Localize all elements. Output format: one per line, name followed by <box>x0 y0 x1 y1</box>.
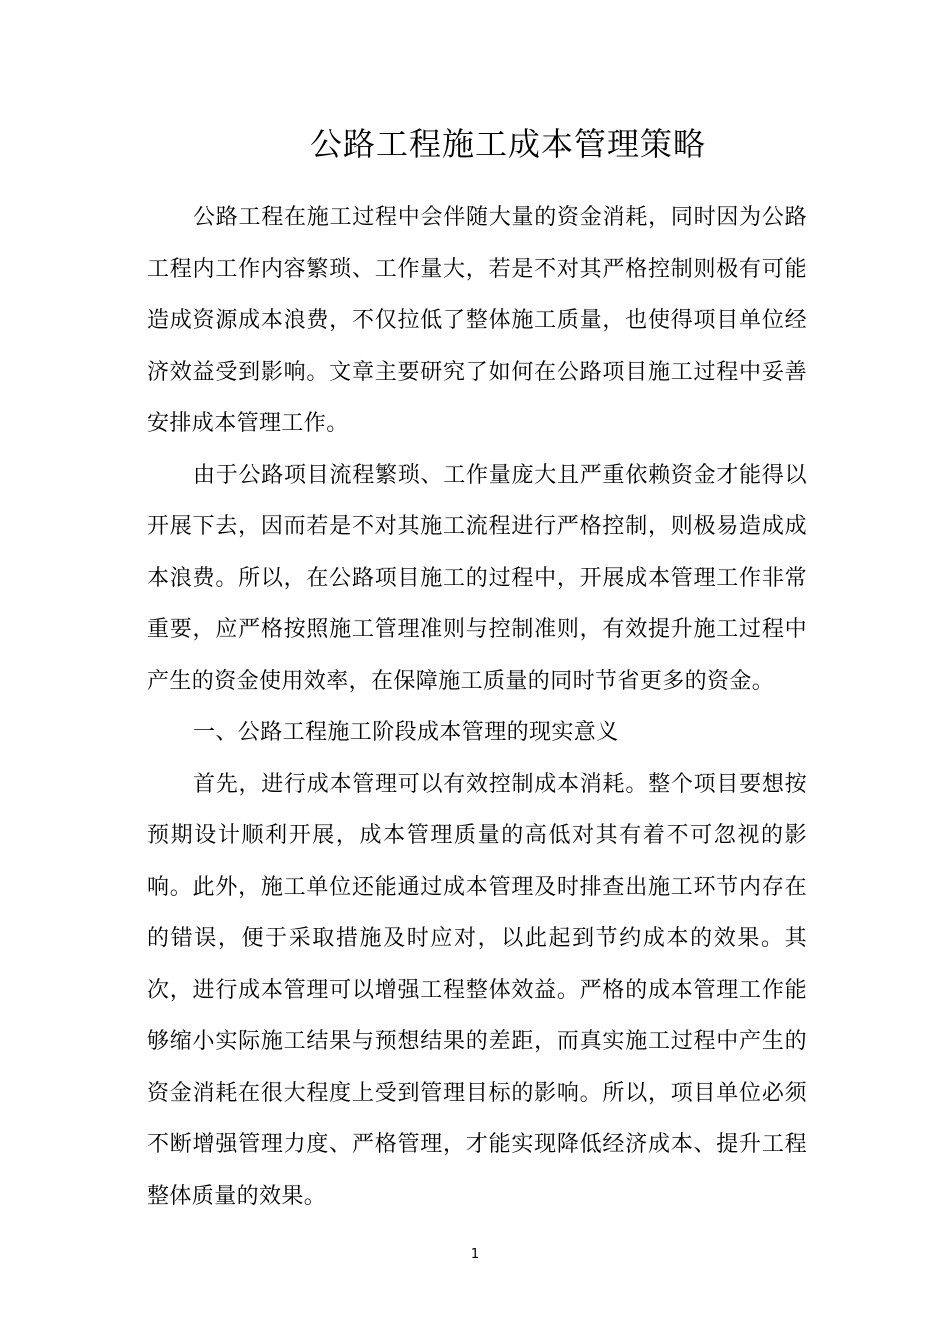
document-title: 公路工程施工成本管理策略 <box>309 125 706 163</box>
document-body <box>147 192 807 1222</box>
paragraph-background: 由于公路项目流程繁琐、工作量庞大且严重依赖资金才能得以开展下去，因而若是不对其施工流程进行严格控制，则极易造成成本浪费。所以，在公路项目施工的过程中，开展成本管理工作非常重要，应严格按照施工管理准则与控制准则，有效提升施工过程中产生的资金使用效率，在保障施工质量的同时节省更多的资金。 <box>147 462 807 694</box>
section-heading: 一、公路工程施工阶段成本管理的现实意义 <box>193 720 619 745</box>
paragraph-intro: 公路工程在施工过程中会伴随大量的资金消耗，同时因为公路工程内工作内容繁琐、工作量大，若是不对其严格控制则极有可能造成资源成本浪费，不仅拉低了整体施工质量，也使得项目单位经济效益受到影响。文章主要研究了如何在公路项目施工过程中妥善安排成本管理工作。 <box>147 205 807 436</box>
page-number: 1 <box>470 1247 480 1262</box>
paragraph-significance: 首先，进行成本管理可以有效控制成本消耗。整个项目要想按预期设计顺利开展，成本管理质量的高低对其有着不可忽视的影响。此外，施工单位还能通过成本管理及时排查出施工环节内存在的错误，便于采取措施及时应对，以此起到节约成本的效果。其次，进行成本管理可以增强工程整体效益。严格的成本管理工作能够缩小实际施工结果与预想结果的差距，而真实施工过程中产生的资金消耗在很大程度上受到管理目标的影响。所以，项目单位必须不断增强管理力度、严格管理，才能实现降低经济成本、提升工程整体质量的效果。 <box>147 771 807 1209</box>
